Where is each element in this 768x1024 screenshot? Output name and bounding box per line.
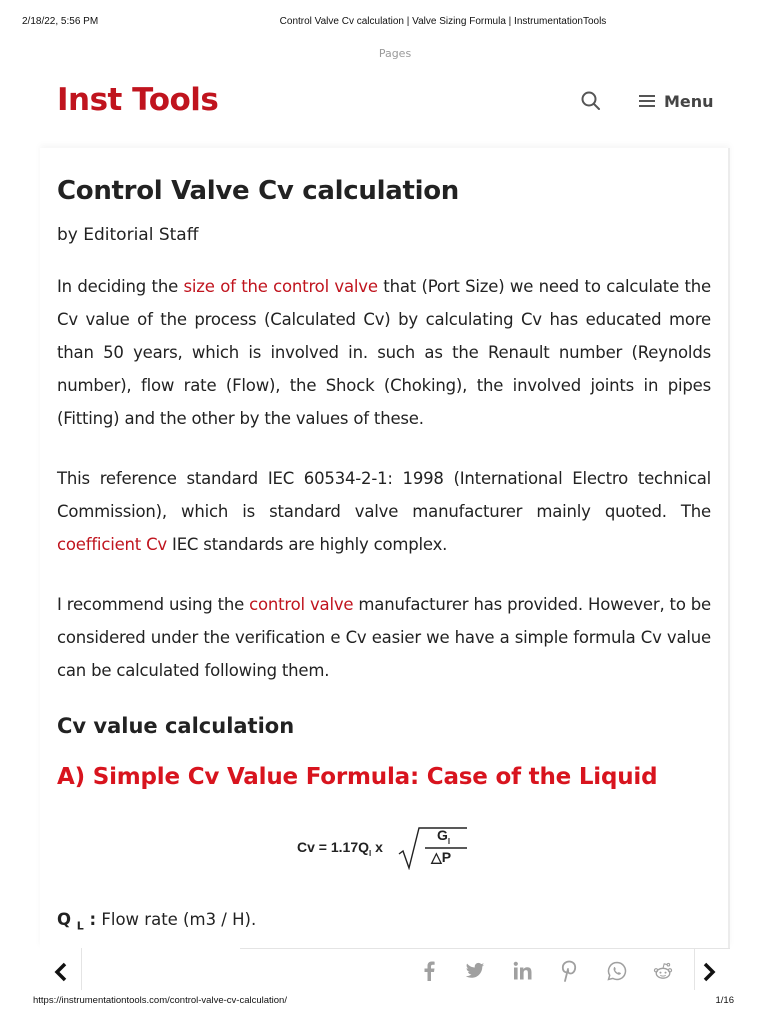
paragraph-text: In deciding the	[57, 277, 184, 296]
next-button[interactable]	[698, 960, 720, 984]
twitter-icon	[465, 962, 485, 980]
cv-formula-image	[297, 822, 477, 872]
bar-divider	[240, 948, 730, 949]
menu-label: Menu	[664, 91, 714, 111]
hamburger-icon	[638, 94, 656, 108]
section-heading: Cv value calculation	[57, 714, 295, 738]
print-date: 2/18/22, 5:56 PM	[22, 16, 99, 27]
print-page-title: Control Valve Cv calculation | Valve Sizing Formula | InstrumentationTools	[279, 16, 607, 27]
link-control-valve[interactable]: control valve	[249, 595, 354, 614]
share-pinterest-button[interactable]	[558, 960, 580, 982]
formula-denominator: △P	[431, 849, 452, 865]
ql-text: Flow rate (m3 / H).	[96, 910, 257, 929]
formula-lhs-sub: l	[369, 848, 372, 858]
menu-button[interactable]	[638, 90, 714, 112]
ql-symbol-sub: L	[76, 919, 84, 933]
chevron-right-icon	[698, 960, 720, 984]
print-header	[0, 16, 768, 30]
facebook-icon	[422, 961, 436, 981]
paragraph-text: This reference standard IEC 60534-2-1: 1998 (International Electro technical Commission), which is standard valve manufacturer mainly quoted. The	[57, 469, 711, 521]
subsection-heading: A) Simple Cv Value Formula: Case of the Liquid	[57, 764, 658, 790]
paragraph-text: manufacturer has provided. However, to be considered under the verification e Cv easier we have a simple formula Cv value can be calculated following them.	[57, 595, 712, 680]
search-icon	[580, 90, 602, 112]
reddit-icon	[653, 962, 673, 980]
page-number: 1/16	[715, 995, 734, 1006]
site-header	[0, 78, 768, 138]
ql-symbol-text: Q	[57, 910, 72, 929]
pinterest-icon	[561, 960, 577, 982]
share-linkedin-button[interactable]	[512, 960, 534, 982]
whatsapp-icon	[607, 961, 627, 981]
chevron-left-icon	[50, 960, 72, 984]
paragraph-text: that (Port Size) we need to calculate the Cv value of the process (Calculated Cv) by calculating Cv has educated more than 50 years, which is involved in. such as the Renault number (Reynolds number), flow rate (Flow), the Shock (Choking), the involved joints in pipes (Fitting) and the other by the values of these.	[57, 277, 711, 428]
share-reddit-button[interactable]	[652, 960, 674, 982]
share-facebook-button[interactable]	[418, 960, 440, 982]
formula-numerator	[437, 827, 450, 846]
formula-numerator-sub: l	[447, 836, 451, 846]
linkedin-icon	[513, 961, 533, 981]
formula-numerator-text: G	[437, 827, 448, 843]
share-nav-bar	[40, 948, 730, 996]
paragraph-intro	[57, 270, 711, 435]
formula-lhs	[297, 839, 383, 858]
ql-colon: :	[83, 910, 97, 929]
share-twitter-button[interactable]	[464, 960, 486, 982]
formula-lhs-text: Cv = 1.17Q	[297, 839, 369, 855]
paragraph-iec-standard	[57, 462, 711, 561]
pages-label: Pages	[378, 47, 412, 60]
search-button[interactable]	[580, 90, 602, 112]
formula-times: x	[371, 839, 383, 855]
paragraph-text: IEC standards are highly complex.	[167, 535, 448, 554]
site-logo[interactable]: Inst Tools	[57, 82, 219, 118]
previous-button[interactable]	[50, 960, 72, 984]
link-coefficient-cv[interactable]: coefficient Cv	[57, 535, 167, 554]
paragraph-text: I recommend using the	[57, 595, 250, 614]
paragraph-recommendation	[57, 588, 711, 687]
link-size-of-control-valve[interactable]: size of the control valve	[183, 277, 378, 296]
divider	[81, 948, 82, 990]
ql-definition	[57, 910, 256, 932]
article-byline: by Editorial Staff	[57, 225, 199, 245]
page-url: https://instrumentationtools.com/control-valve-cv-calculation/	[33, 995, 287, 1006]
ql-symbol	[57, 910, 97, 933]
article-title: Control Valve Cv calculation	[57, 176, 459, 206]
share-whatsapp-button[interactable]	[606, 960, 628, 982]
divider	[694, 948, 695, 990]
